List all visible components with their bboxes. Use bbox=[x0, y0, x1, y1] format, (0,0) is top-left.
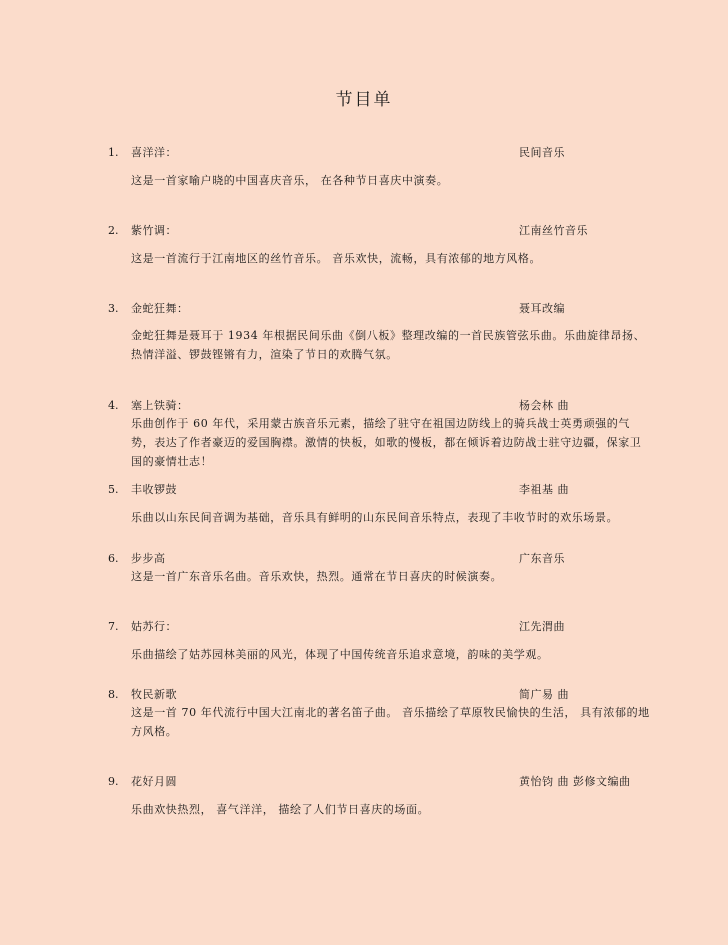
program-item bbox=[0, 551, 728, 586]
program-item-author: 聂耳改编 bbox=[519, 302, 565, 315]
program-item-author: 广东音乐 bbox=[519, 552, 565, 565]
program-item-author: 黄怡钧 曲 彭修文编曲 bbox=[519, 775, 631, 788]
program-item-number: 9. bbox=[108, 775, 119, 788]
program-item-header bbox=[0, 398, 728, 414]
program-item-number: 6. bbox=[108, 552, 119, 565]
program-item-number: 7. bbox=[108, 620, 119, 633]
program-item-header bbox=[0, 145, 728, 161]
page-title: 节目单 bbox=[335, 90, 393, 110]
program-item bbox=[0, 145, 728, 190]
program-item-description: 金蛇狂舞是聂耳于 1934 年根据民间乐曲《倒八板》整理改编的一首民族管弦乐曲。乐曲旋律昂扬、热情洋溢、锣鼓铿锵有力，渲染了节日的欢腾气氛。 bbox=[131, 329, 646, 361]
program-item bbox=[0, 398, 728, 471]
program-item-number: 2. bbox=[108, 224, 119, 237]
program-item-number: 8. bbox=[108, 688, 119, 701]
program-item-author: 民间音乐 bbox=[519, 146, 565, 159]
program-item bbox=[0, 482, 728, 527]
program-item-author: 江先渭曲 bbox=[519, 620, 565, 633]
program-item-title: 塞上铁骑： bbox=[131, 399, 189, 412]
program-item bbox=[0, 687, 728, 741]
program-item-description: 这是一首 70 年代流行中国大江南北的著名笛子曲。 音乐描绘了草原牧民愉快的生活， 具有浓郁的地方风格。 bbox=[131, 706, 650, 738]
program-item-number: 5. bbox=[108, 483, 119, 496]
program-item bbox=[0, 301, 728, 364]
program-item-author: 简广易 曲 bbox=[519, 688, 569, 701]
program-item-header bbox=[0, 301, 728, 317]
program-item-title: 牧民新歌 bbox=[131, 688, 177, 701]
program-item-header bbox=[0, 482, 728, 498]
program-item bbox=[0, 619, 728, 664]
program-item-title: 金蛇狂舞： bbox=[131, 302, 189, 315]
program-item-author: 江南丝竹音乐 bbox=[519, 224, 588, 237]
program-item bbox=[0, 223, 728, 268]
program-item-header bbox=[0, 687, 728, 703]
program-item-header bbox=[0, 223, 728, 239]
program-item-description: 这是一首广东音乐名曲。音乐欢快，热烈。通常在节日喜庆的时候演奏。 bbox=[131, 570, 503, 583]
program-item bbox=[0, 774, 728, 819]
program-item-description: 乐曲创作于 60 年代，采用蒙古族音乐元素，描绘了驻守在祖国边防线上的骑兵战士英勇顽强的气势，表达了作者豪迈的爱国胸襟。激情的快板，如歌的慢板，都在倾诉着边防战士驻守边疆，保家卫国的豪情壮志！ bbox=[131, 417, 642, 468]
program-item-title: 丰收锣鼓 bbox=[131, 483, 177, 496]
program-item-title: 步步高 bbox=[131, 552, 166, 565]
program-item-title: 喜洋洋： bbox=[131, 146, 177, 159]
program-item-title: 花好月圆 bbox=[131, 775, 177, 788]
program-item-description: 乐曲以山东民间音调为基础，音乐具有鲜明的山东民间音乐特点，表现了丰收节时的欢乐场景。 bbox=[131, 511, 619, 524]
program-item-description: 这是一首家喻户晓的中国喜庆音乐， 在各种节日喜庆中演奏。 bbox=[131, 174, 449, 187]
program-item-header bbox=[0, 619, 728, 635]
program-item-number: 1. bbox=[108, 146, 119, 159]
program-item-description: 乐曲描绘了姑苏园林美丽的风光，体现了中国传统音乐追求意境，韵味的美学观。 bbox=[131, 648, 549, 661]
program-item-description: 乐曲欢快热烈， 喜气洋洋， 描绘了人们节日喜庆的场面。 bbox=[131, 803, 430, 816]
program-item-header bbox=[0, 551, 728, 567]
program-item-author: 李祖基 曲 bbox=[519, 483, 569, 496]
program-item-title: 姑苏行： bbox=[131, 620, 177, 633]
program-item-description: 这是一首流行于江南地区的丝竹音乐。 音乐欢快，流畅，具有浓郁的地方风格。 bbox=[131, 252, 542, 265]
program-item-title: 紫竹调： bbox=[131, 224, 177, 237]
program-item-number: 4. bbox=[108, 399, 119, 412]
program-item-author: 杨会林 曲 bbox=[519, 399, 569, 412]
program-item-header bbox=[0, 774, 728, 790]
program-item-number: 3. bbox=[108, 302, 119, 315]
